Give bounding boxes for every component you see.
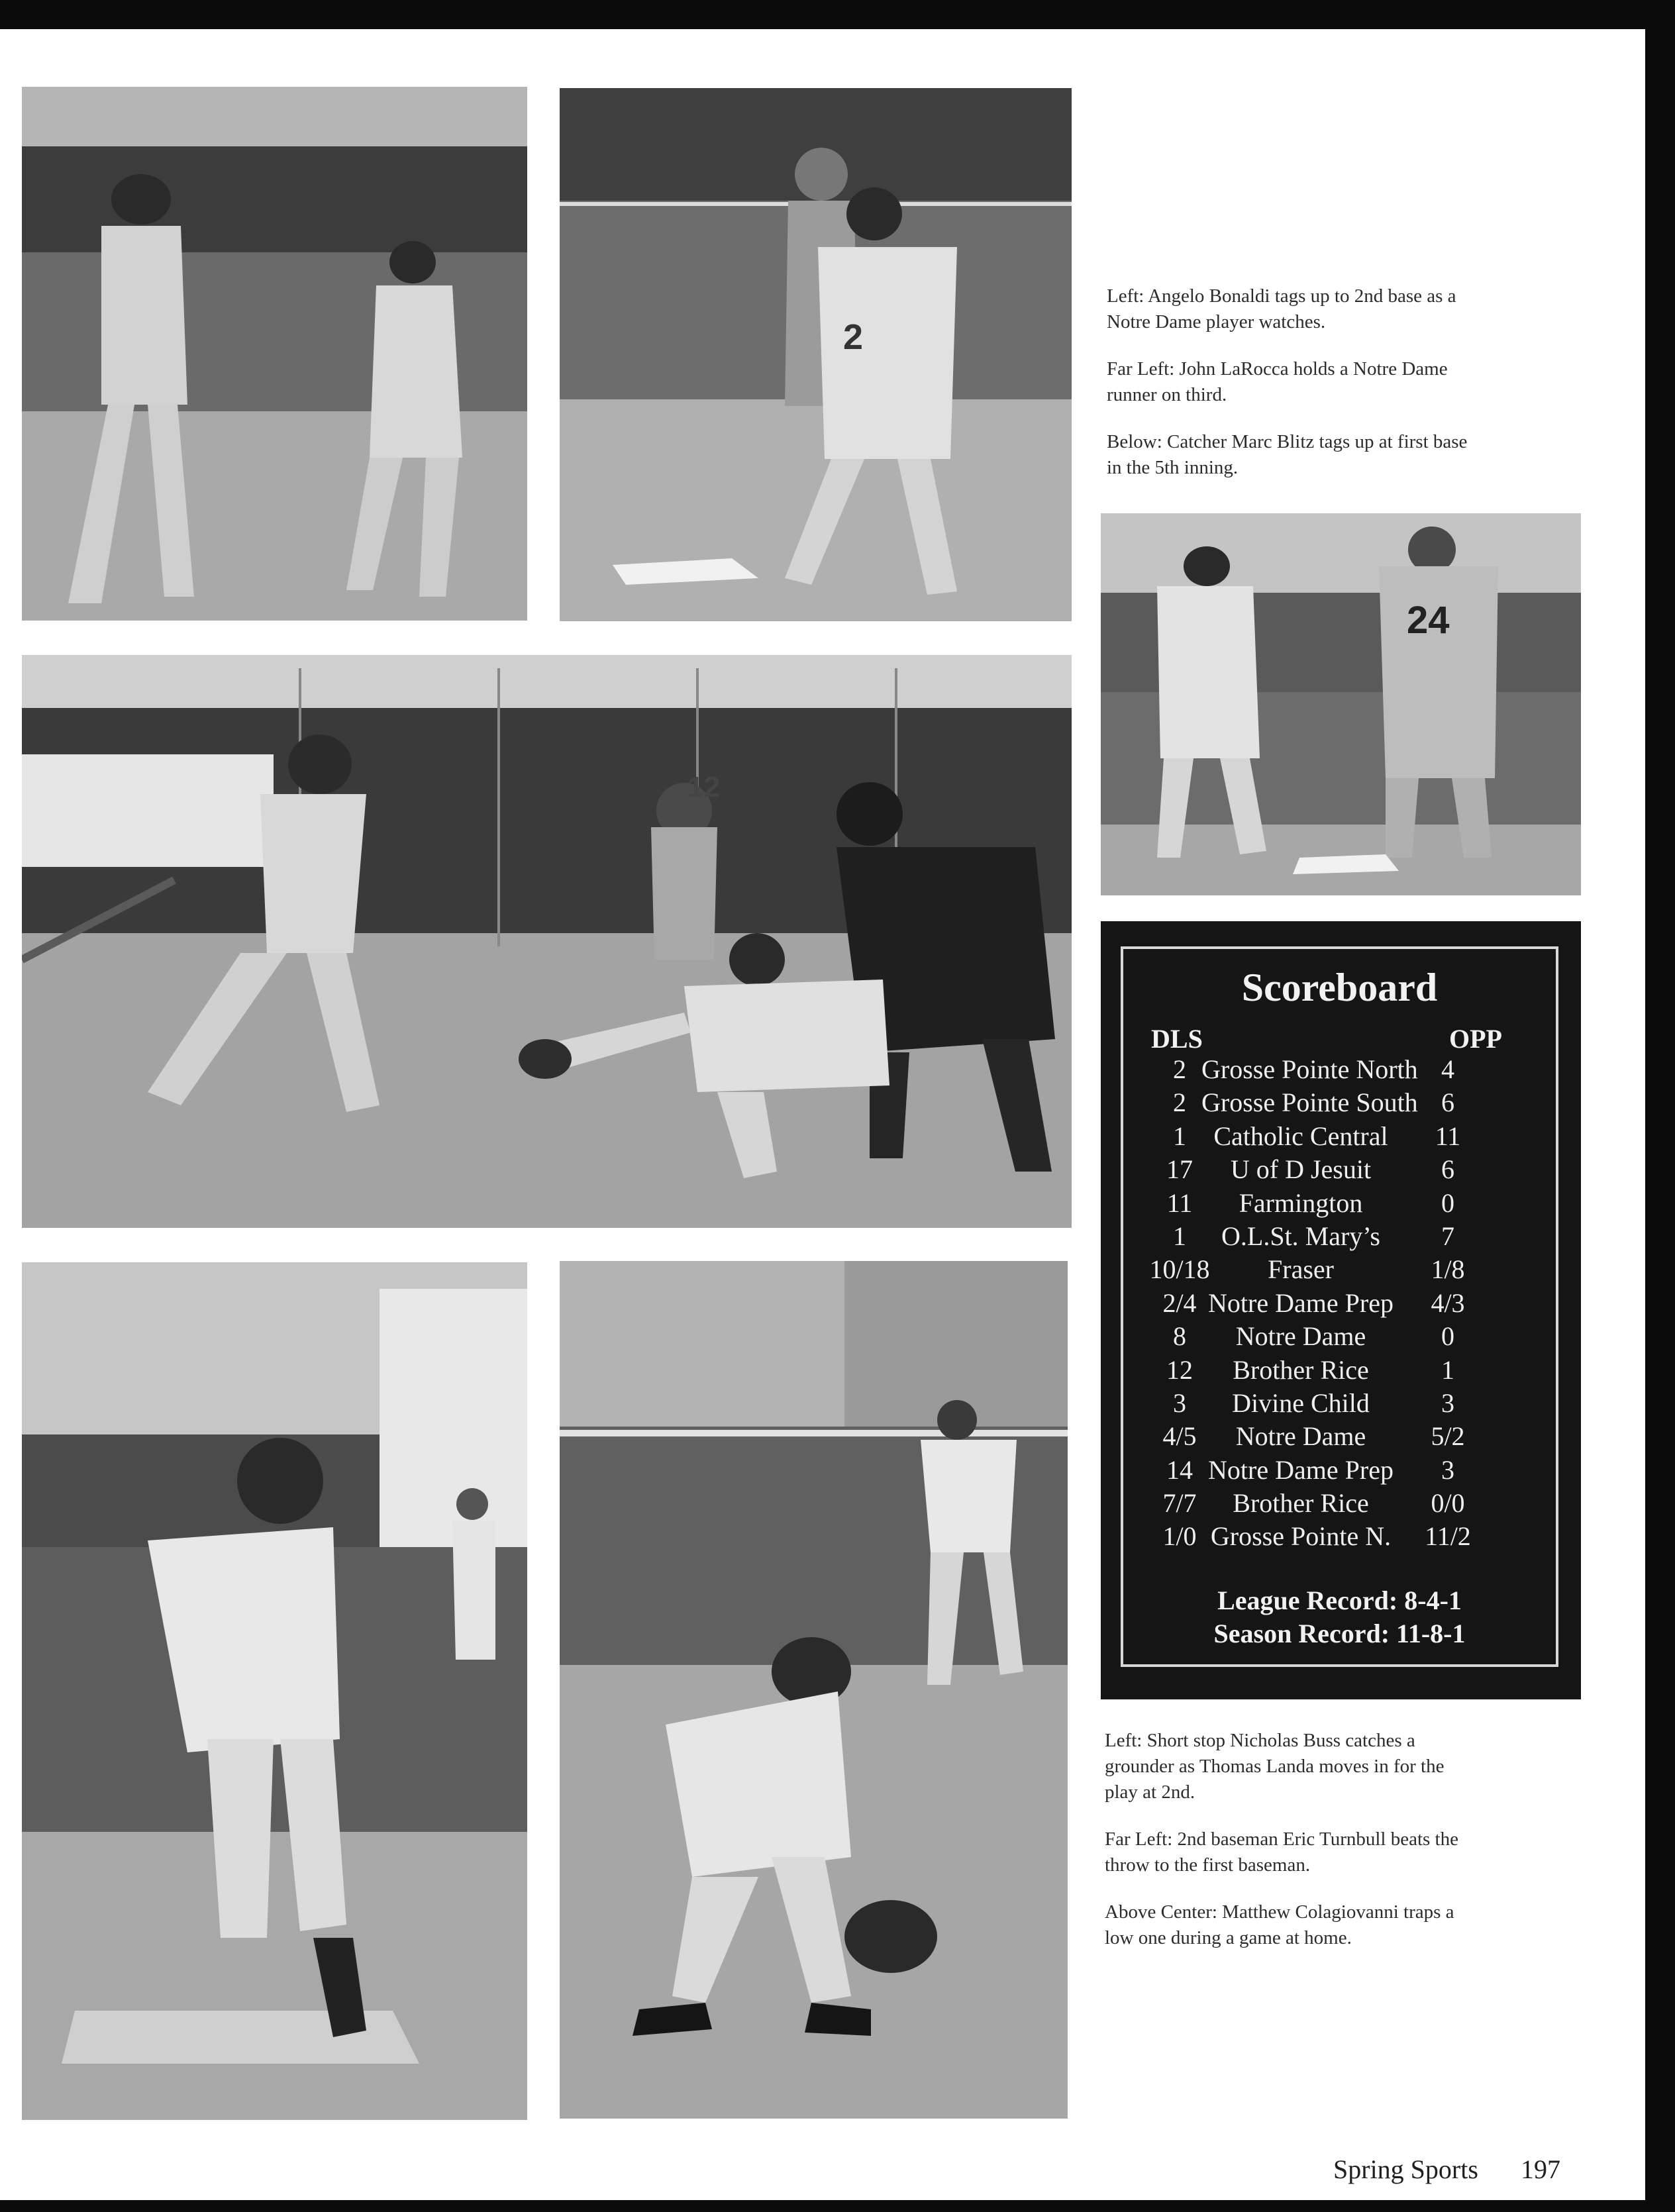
opponent-name: Farmington bbox=[1239, 1187, 1363, 1218]
opponent-name: Notre Dame Prep bbox=[1208, 1287, 1394, 1318]
caption-eric-turnbull: Far Left: 2nd baseman Eric Turnbull beats the throw to the first baseman. bbox=[1105, 1829, 1458, 1876]
scoreboard-row bbox=[1123, 1254, 1556, 1287]
opponent-name: Grosse Pointe North bbox=[1201, 1054, 1418, 1084]
opponent-name: Notre Dame bbox=[1235, 1421, 1366, 1452]
scoreboard-row bbox=[1123, 1321, 1556, 1354]
caption-nicholas-buss: Left: Short stop Nicholas Buss catches a grounder as Thomas Landa moves in for the play at 2nd. bbox=[1105, 1730, 1445, 1803]
season-record: Season Record: 11-8-1 bbox=[1213, 1619, 1466, 1648]
opponent-score: 11 bbox=[1435, 1121, 1461, 1151]
opponent-score: 0/0 bbox=[1431, 1488, 1465, 1519]
caption-marc-blitz: Below: Catcher Marc Blitz tags up at first base in the 5th inning. bbox=[1107, 431, 1468, 478]
opponent-score: 3 bbox=[1441, 1454, 1454, 1485]
photo-runner-number-2 bbox=[560, 88, 1072, 621]
opponent-name: O.L.St. Mary’s bbox=[1221, 1221, 1380, 1251]
photo-captions-top bbox=[1107, 283, 1478, 502]
opponent-name: Notre Dame bbox=[1235, 1321, 1366, 1352]
jersey-number: 2 bbox=[843, 317, 864, 357]
opponent-name: Grosse Pointe N. bbox=[1210, 1521, 1392, 1552]
scoreboard-row bbox=[1123, 1454, 1556, 1487]
opponent-score: 4/3 bbox=[1431, 1287, 1465, 1318]
jersey-number: 12 bbox=[687, 771, 720, 803]
opponent-score: 4 bbox=[1441, 1054, 1454, 1084]
opponent-score: 6 bbox=[1441, 1154, 1454, 1185]
dls-score: 17 bbox=[1166, 1154, 1193, 1185]
dls-score: 14 bbox=[1166, 1454, 1193, 1485]
scoreboard-frame bbox=[1121, 946, 1558, 1667]
scoreboard-row bbox=[1123, 1187, 1556, 1221]
dls-score: 1 bbox=[1173, 1221, 1186, 1251]
page-right-border bbox=[1645, 0, 1675, 2212]
scoreboard-row bbox=[1123, 1354, 1556, 1387]
scoreboard-col-opp: OPP bbox=[1449, 1024, 1502, 1054]
opponent-name: Grosse Pointe South bbox=[1201, 1087, 1418, 1118]
caption-angelo-bonaldi: Left: Angelo Bonaldi tags up to 2nd base as a Notre Dame player watches. bbox=[1107, 285, 1456, 332]
scoreboard-row bbox=[1123, 1054, 1556, 1087]
opponent-name: Catholic Central bbox=[1213, 1121, 1388, 1151]
dls-score: 11 bbox=[1166, 1187, 1193, 1218]
opponent-score: 5/2 bbox=[1431, 1421, 1465, 1452]
dls-score: 12 bbox=[1166, 1354, 1193, 1385]
scoreboard-panel bbox=[1101, 921, 1581, 1699]
scoreboard-row bbox=[1123, 1487, 1556, 1521]
photo-runner-beats-throw bbox=[22, 1262, 527, 2120]
photo-runner-at-third bbox=[22, 87, 527, 621]
dls-score: 7/7 bbox=[1162, 1488, 1197, 1519]
scoreboard-col-dls: DLS bbox=[1151, 1024, 1203, 1054]
scoreboard-row bbox=[1123, 1421, 1556, 1454]
scoreboard-row bbox=[1123, 1387, 1556, 1421]
scoreboard-row bbox=[1123, 1087, 1556, 1120]
dls-score: 4/5 bbox=[1162, 1421, 1197, 1452]
scoreboard-row bbox=[1123, 1521, 1556, 1554]
scoreboard-row bbox=[1123, 1121, 1556, 1154]
page-top-border bbox=[0, 0, 1675, 29]
opponent-score: 11/2 bbox=[1425, 1521, 1471, 1552]
dls-score: 2/4 bbox=[1162, 1287, 1197, 1318]
dls-score: 1/0 bbox=[1162, 1521, 1197, 1552]
opponent-name: Brother Rice bbox=[1233, 1354, 1369, 1385]
scoreboard-row bbox=[1123, 1154, 1556, 1187]
photo-catcher-at-first bbox=[1101, 513, 1581, 895]
opponent-score: 1/8 bbox=[1431, 1254, 1465, 1285]
opponent-name: U of D Jesuit bbox=[1230, 1154, 1372, 1185]
scoreboard-title: Scoreboard bbox=[1241, 966, 1438, 1009]
jersey-number: 24 bbox=[1407, 599, 1450, 642]
caption-matthew-colagiovanni: Above Center: Matthew Colagiovanni traps a low one during a game at home. bbox=[1105, 1901, 1454, 1948]
dls-score: 3 bbox=[1173, 1387, 1186, 1418]
page-number: 197 bbox=[1521, 2154, 1560, 2184]
league-record: League Record: 8-4-1 bbox=[1217, 1585, 1462, 1615]
dls-score: 8 bbox=[1173, 1321, 1186, 1352]
scoreboard-row bbox=[1123, 1287, 1556, 1321]
dls-score: 1 bbox=[1173, 1121, 1186, 1151]
opponent-score: 3 bbox=[1441, 1387, 1454, 1418]
dls-score: 2 bbox=[1173, 1087, 1186, 1118]
photo-batter-at-plate bbox=[22, 655, 1072, 1228]
dls-score: 2 bbox=[1173, 1054, 1186, 1084]
photo-shortstop-grounder bbox=[560, 1261, 1068, 2119]
opponent-score: 0 bbox=[1441, 1187, 1454, 1218]
photo-captions-bottom bbox=[1105, 1728, 1476, 1972]
section-title: Spring Sports bbox=[1333, 2154, 1478, 2184]
dls-score: 10/18 bbox=[1149, 1254, 1210, 1285]
opponent-name: Divine Child bbox=[1232, 1387, 1370, 1418]
scoreboard-games bbox=[1123, 1054, 1556, 1554]
page-bottom-border bbox=[0, 2200, 1675, 2212]
opponent-score: 7 bbox=[1441, 1221, 1454, 1251]
opponent-score: 6 bbox=[1441, 1087, 1454, 1118]
opponent-name: Notre Dame Prep bbox=[1208, 1454, 1394, 1485]
opponent-name: Brother Rice bbox=[1233, 1488, 1369, 1519]
opponent-name: Fraser bbox=[1268, 1254, 1334, 1285]
opponent-score: 1 bbox=[1441, 1354, 1454, 1385]
opponent-score: 0 bbox=[1441, 1321, 1454, 1352]
caption-john-larocca: Far Left: John LaRocca holds a Notre Dame runner on third. bbox=[1107, 358, 1448, 405]
scoreboard-row bbox=[1123, 1221, 1556, 1254]
